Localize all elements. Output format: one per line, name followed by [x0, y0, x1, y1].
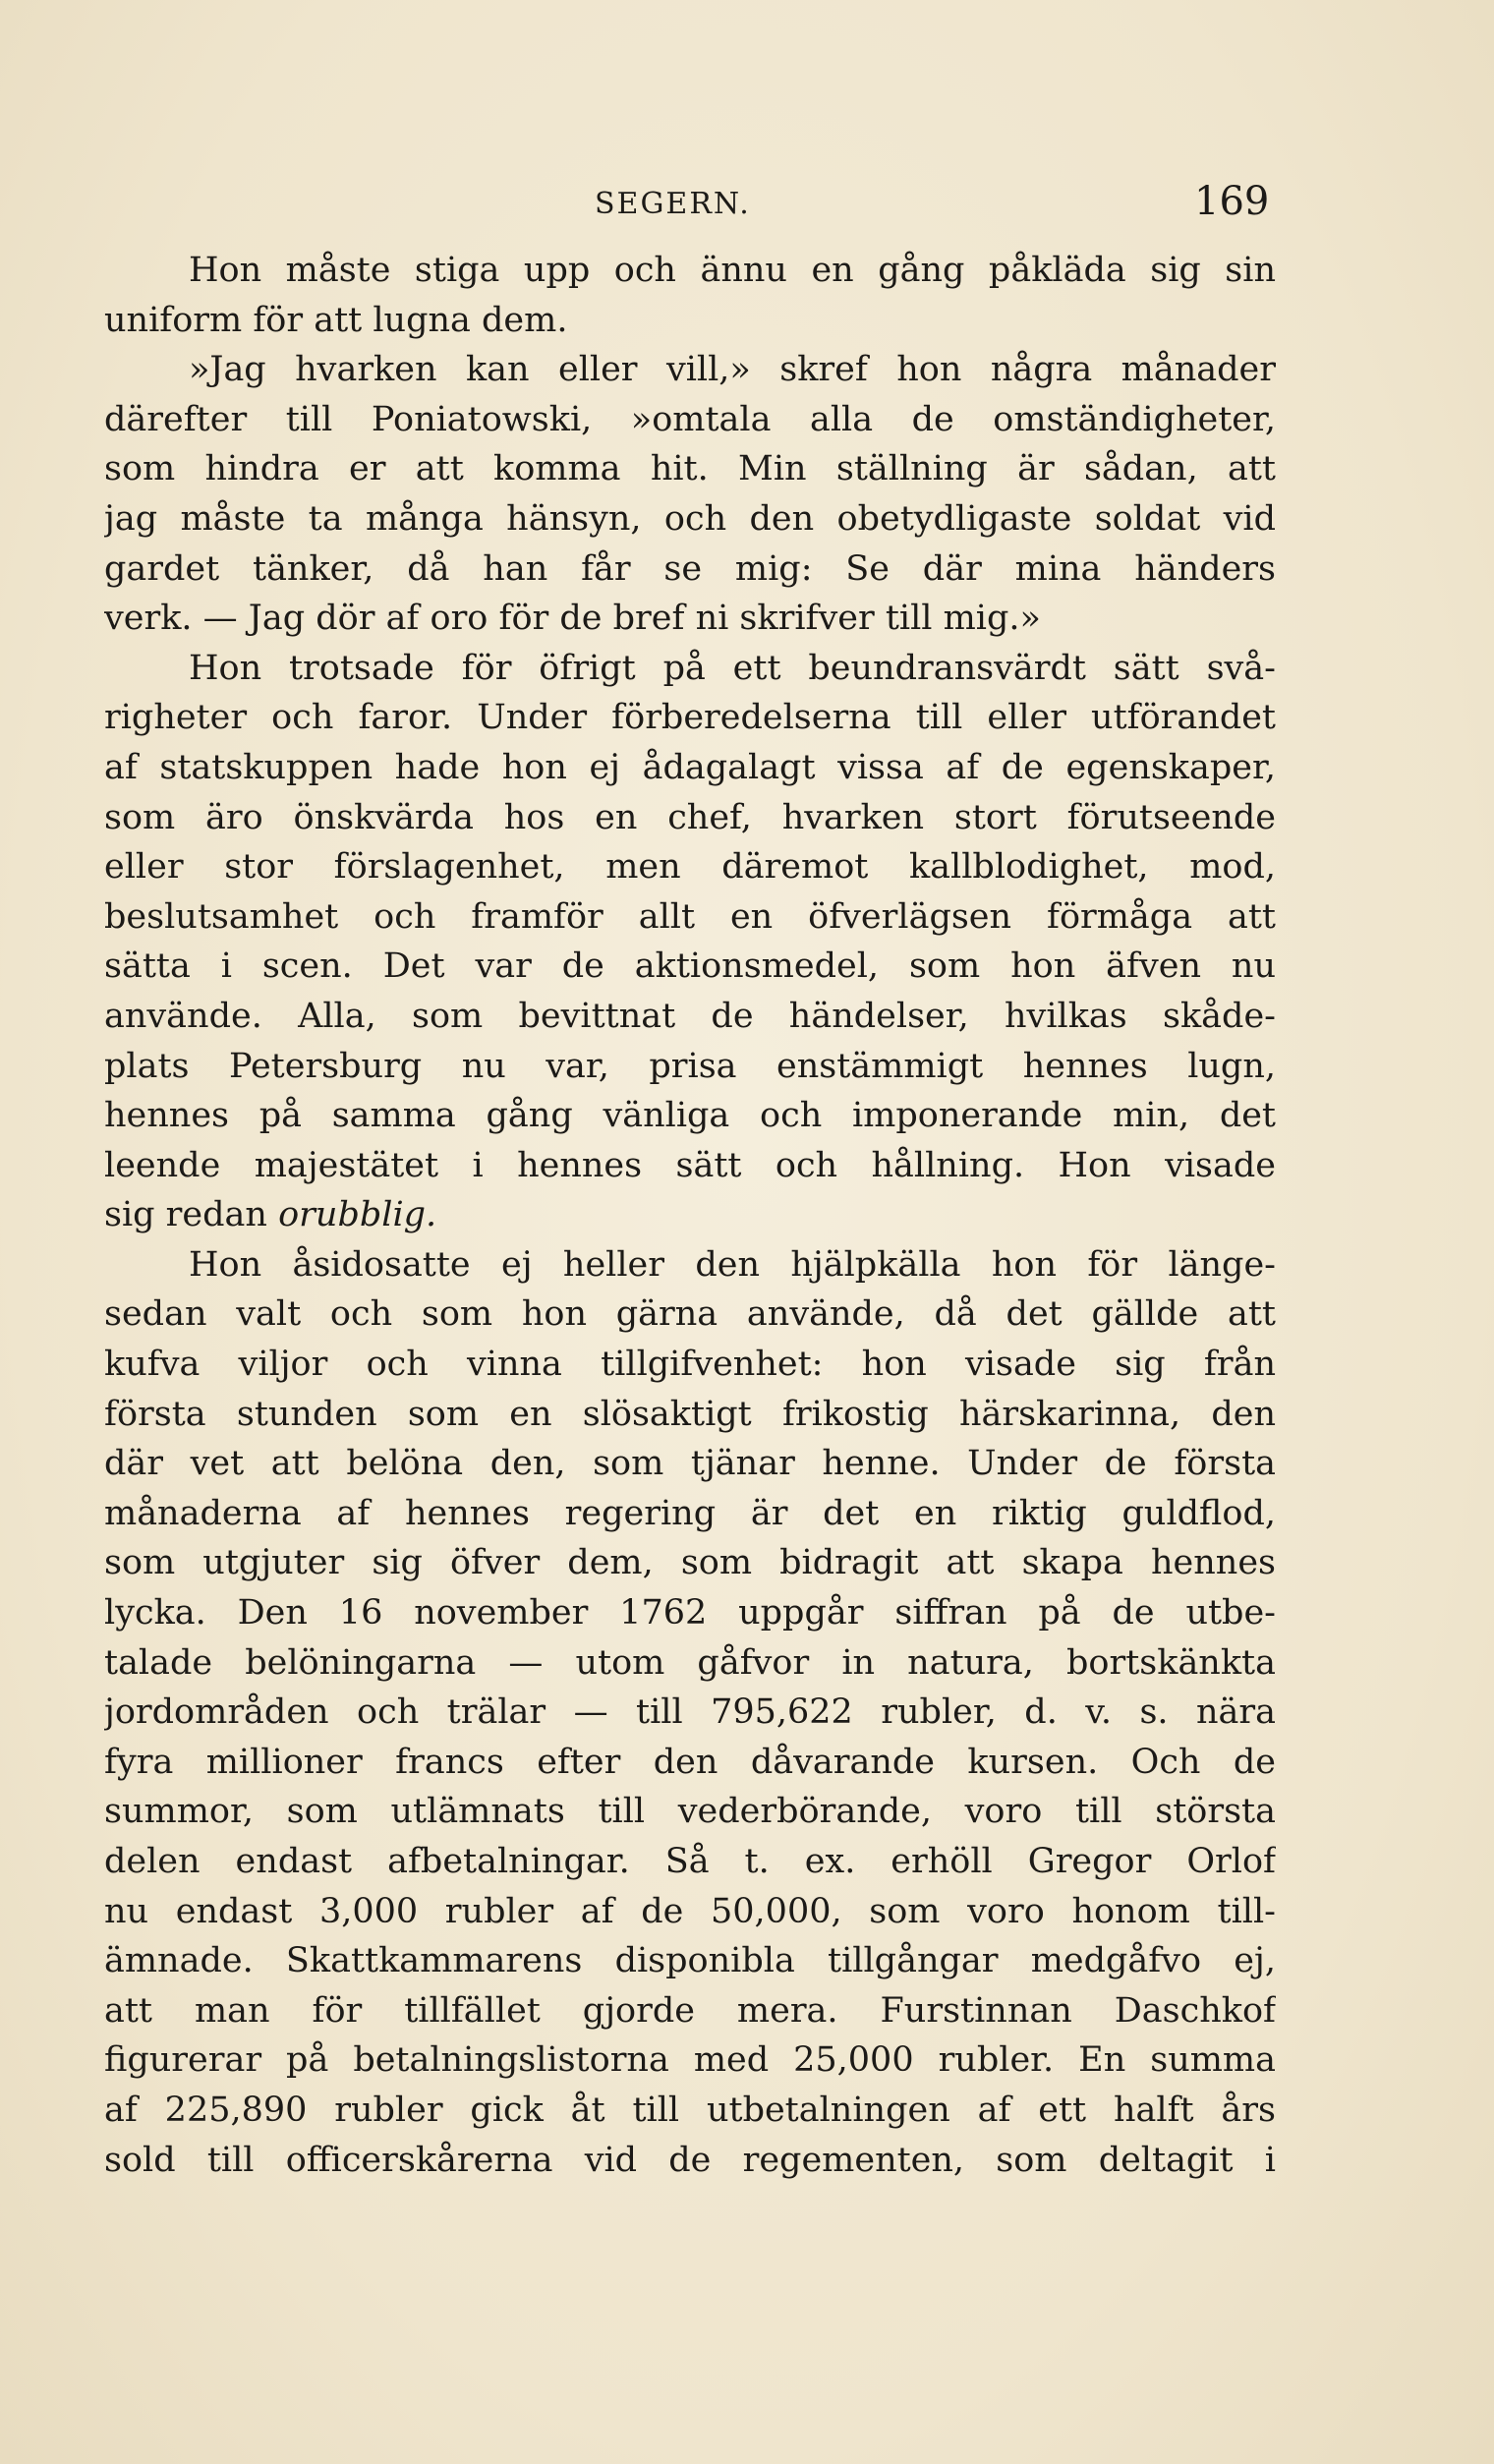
- text-line: »Jag hvarken kan eller vill,» skref hon några månader: [189, 350, 1276, 390]
- text-line: Hon trotsade för öfrigt på ett beundransvärdt sätt svå-: [189, 648, 1276, 688]
- text-line: verk. — Jag dör af oro för de bref ni skrifver till mig.»: [104, 599, 1041, 639]
- text-line: delen endast afbetalningar. Så t. ex. erhöll Gregor Orlof: [104, 1842, 1276, 1881]
- text-line: jordområden och trälar — till 795,622 rubler, d. v. s. nära: [104, 1692, 1276, 1733]
- text-line: uniform för att lugna dem.: [104, 300, 568, 340]
- text-line: som utgjuter sig öfver dem, som bidragit att skapa hennes: [104, 1543, 1276, 1583]
- italic-word: orubblig.: [278, 1195, 437, 1235]
- page-header: [0, 179, 1494, 238]
- text-line: beslutsamhet och framför allt en öfverlägsen förmåga att: [104, 896, 1276, 937]
- text-line: righeter och faror. Under förberedelserna till eller utförandet: [104, 698, 1276, 738]
- text-line: talade belöningarna — utom gåfvor in natura, bortskänkta: [104, 1642, 1276, 1683]
- text-line: figurerar på betalningslistorna med 25,000 rubler. En summa: [104, 2040, 1276, 2081]
- text-line: nu endast 3,000 rubler af de 50,000, som voro honom till-: [104, 1891, 1276, 1931]
- text-line: Hon måste stiga upp och ännu en gång påkläda sig sin: [189, 251, 1276, 290]
- text-line: använde. Alla, som bevittnat de händelser, hvilkas skåde-: [104, 996, 1276, 1036]
- text-line: kufva viljor och vinna tillgifvenhet: hon visade sig från: [104, 1345, 1276, 1385]
- text-line: hennes på samma gång vänliga och imponerande min, det: [104, 1096, 1276, 1136]
- text-line: af statskuppen hade hon ej ådagalagt vissa af de egenskaper,: [104, 747, 1276, 787]
- text-span: sig redan: [104, 1195, 267, 1235]
- text-line: lycka. Den 16 november 1762 uppgår siffran på de utbe-: [104, 1593, 1276, 1633]
- text-line: att man för tillfället gjorde mera. Furstinnan Daschkof: [104, 1990, 1276, 2031]
- text-line: första stunden som en slösaktigt frikostig härskarinna, den: [104, 1394, 1276, 1434]
- body-text: [104, 246, 1276, 2185]
- page-number: 169: [1194, 179, 1270, 224]
- text-line: månaderna af hennes regering är det en riktig guldflod,: [104, 1493, 1276, 1533]
- text-line: där vet att belöna den, som tjänar henne. Under de första: [104, 1444, 1276, 1484]
- text-line: [104, 1190, 1276, 1240]
- text-line: sedan valt och som hon gärna använde, då det gällde att: [104, 1294, 1276, 1335]
- text-line: eller stor förslagenhet, men däremot kallblodighet, mod,: [104, 847, 1276, 888]
- running-head: SEGERN.: [595, 187, 751, 221]
- text-line: af 225,890 rubler gick åt till utbetalningen af ett halft års: [104, 2090, 1276, 2130]
- text-line: sätta i scen. Det var de aktionsmedel, som hon äfven nu: [104, 946, 1276, 987]
- text-line: plats Petersburg nu var, prisa enstämmigt hennes lugn,: [104, 1046, 1276, 1086]
- text-line: därefter till Poniatowski, »omtala alla de omständigheter,: [104, 399, 1276, 439]
- text-line: ämnade. Skattkammarens disponibla tillgångar medgåfvo ej,: [104, 1941, 1276, 1981]
- text-line: fyra millioner francs efter den dåvarande kursen. Och de: [104, 1742, 1276, 1782]
- text-line: sold till officerskårerna vid de regementen, som deltagit i: [104, 2140, 1276, 2180]
- text-line: som hindra er att komma hit. Min ställning är sådan, att: [104, 449, 1276, 489]
- text-line: summor, som utlämnats till vederbörande, voro till största: [104, 1792, 1276, 1832]
- text-line: jag måste ta många hänsyn, och den obetydligaste soldat vid: [104, 498, 1276, 539]
- text-line: gardet tänker, då han får se mig: Se där mina händers: [104, 548, 1276, 589]
- text-line: som äro önskvärda hos en chef, hvarken stort förutseende: [104, 797, 1276, 837]
- text-line: Hon åsidosatte ej heller den hjälpkälla hon för länge-: [189, 1244, 1276, 1285]
- text-line: leende majestätet i hennes sätt och hållning. Hon visade: [104, 1145, 1276, 1185]
